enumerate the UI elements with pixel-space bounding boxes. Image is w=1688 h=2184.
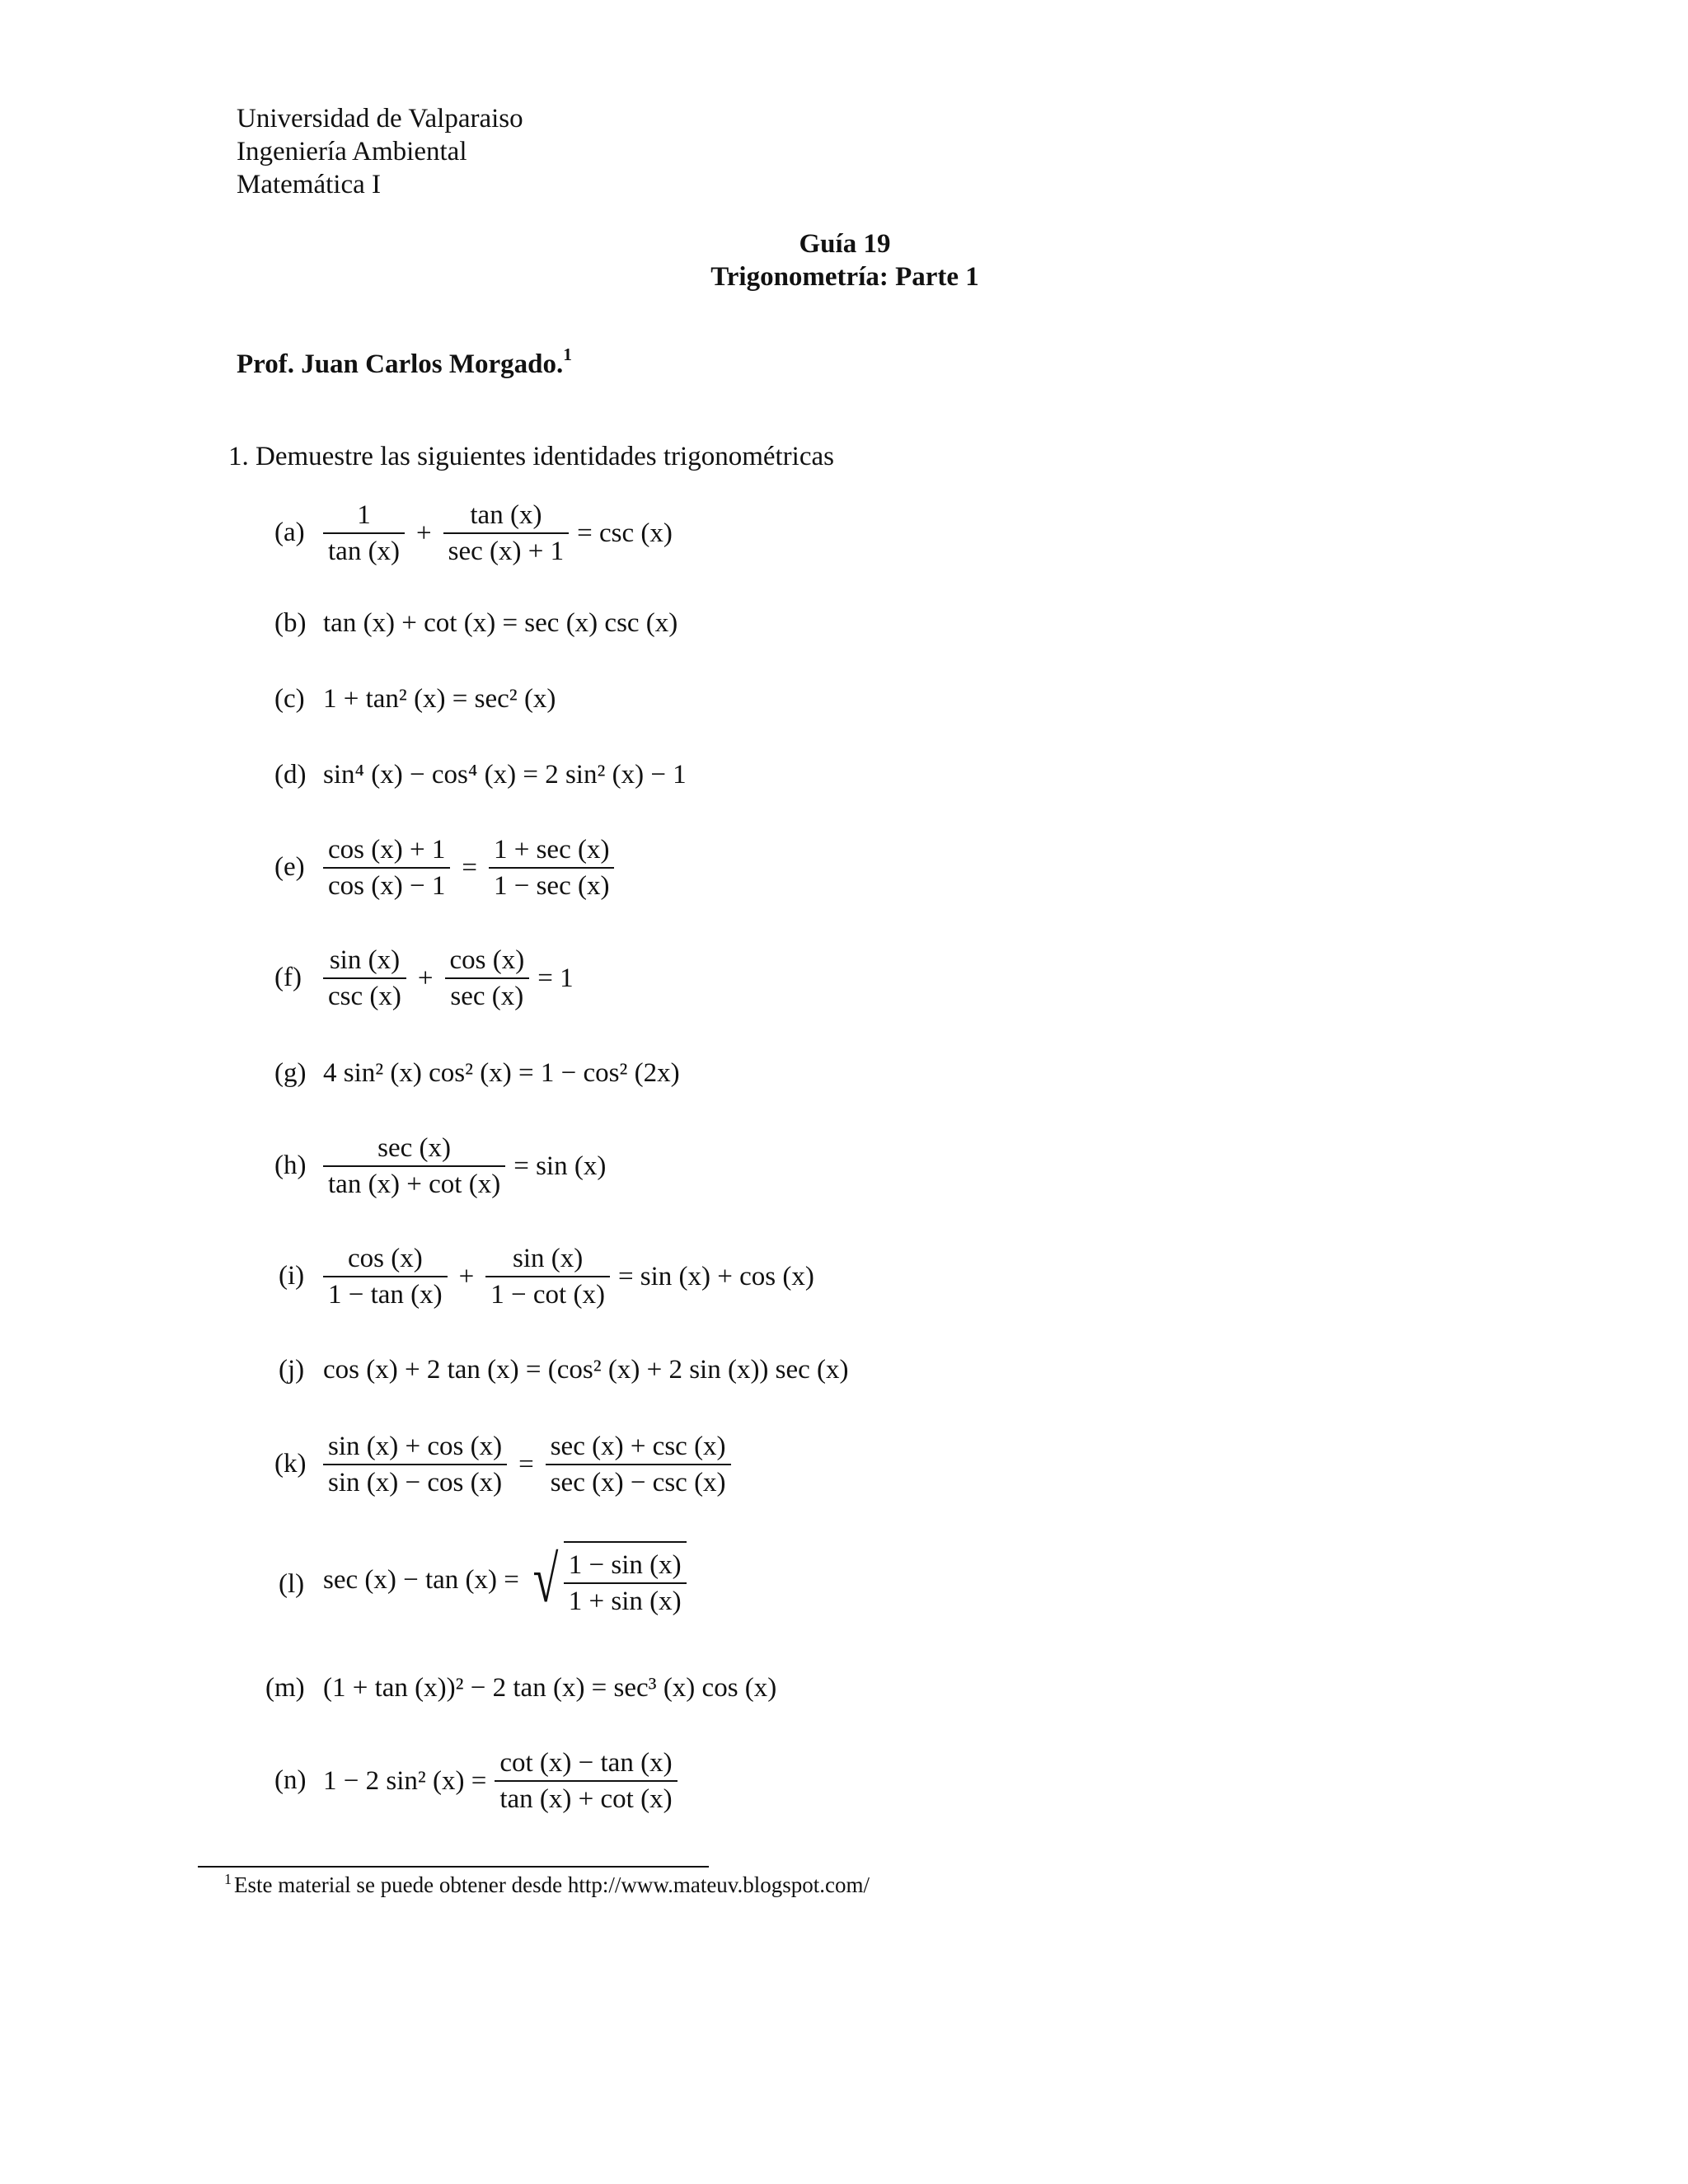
- identity-j: cos (x) + 2 tan (x) = (cos² (x) + 2 sin (x)) sec (x): [323, 1355, 849, 1385]
- denominator: tan (x) + cot (x): [328, 1169, 501, 1199]
- fraction: [564, 1548, 687, 1619]
- item-label: (d): [274, 760, 307, 790]
- numerator: 1 + sec (x): [493, 835, 610, 865]
- denominator: 1 − cot (x): [490, 1280, 605, 1310]
- numerator: 1: [357, 500, 371, 530]
- denominator: csc (x): [328, 982, 401, 1011]
- identity-b: tan (x) + cot (x) = sec (x) csc (x): [323, 608, 678, 638]
- footnote-rule: [198, 1866, 709, 1868]
- denominator: 1 − tan (x): [328, 1280, 443, 1310]
- denominator: sec (x): [450, 982, 524, 1011]
- denominator: tan (x): [328, 537, 401, 566]
- right-hand-side: = sin (x) + cos (x): [617, 1261, 814, 1291]
- operator: =: [518, 1449, 534, 1479]
- operator: +: [417, 963, 434, 993]
- identity-g: 4 sin² (x) cos² (x) = 1 − cos² (2x): [323, 1058, 680, 1088]
- denominator: tan (x) + cot (x): [499, 1784, 673, 1814]
- item-label: (f): [274, 963, 302, 992]
- author-footnote-mark: 1: [563, 344, 573, 364]
- footnote: [224, 1871, 870, 1898]
- fraction: [323, 832, 450, 903]
- fraction: [489, 832, 614, 903]
- identity-c: 1 + tan² (x) = sec² (x): [323, 684, 556, 714]
- left-hand-side: sec (x) − tan (x) =: [323, 1564, 519, 1595]
- right-hand-side: = sin (x): [513, 1151, 607, 1181]
- numerator: cos (x): [449, 945, 525, 975]
- denominator: 1 + sin (x): [568, 1586, 682, 1616]
- item-label: (e): [274, 852, 305, 882]
- radicand: [564, 1541, 687, 1619]
- item-label: (a): [274, 518, 305, 547]
- denominator: sec (x) − csc (x): [550, 1468, 726, 1497]
- item-label: (b): [274, 608, 307, 638]
- item-label: (i): [279, 1261, 305, 1291]
- right-hand-side: = 1: [537, 963, 574, 993]
- numerator: cos (x): [347, 1244, 423, 1273]
- numerator: 1 − sin (x): [568, 1550, 682, 1580]
- numerator: cos (x) + 1: [328, 835, 446, 865]
- topic-title: Trigonometría: Parte 1: [710, 262, 979, 292]
- identity-f: [323, 943, 574, 1014]
- numerator: sec (x) + csc (x): [550, 1432, 726, 1461]
- item-label: (j): [279, 1355, 305, 1385]
- identity-n: [323, 1746, 678, 1816]
- item-label: (m): [265, 1673, 305, 1703]
- numerator: sin (x): [512, 1244, 584, 1273]
- fraction: [323, 498, 405, 569]
- fraction: [323, 1131, 505, 1202]
- operator: +: [416, 518, 432, 548]
- footnote-text: Este material se puede obtener desde http://www.mateuv.blogspot.com/: [234, 1872, 870, 1897]
- numerator: sec (x): [377, 1133, 452, 1163]
- fraction: [485, 1241, 610, 1312]
- footnote-mark: 1: [224, 1871, 232, 1887]
- identity-l: [323, 1541, 687, 1619]
- square-root: [528, 1541, 687, 1619]
- question-prompt: 1. Demuestre las siguientes identidades trigonométricas: [228, 442, 834, 471]
- identity-m: (1 + tan (x))² − 2 tan (x) = sec³ (x) cos (x): [323, 1673, 777, 1703]
- identity-a: [323, 498, 673, 569]
- operator: +: [458, 1261, 475, 1291]
- course-name: Matemática I: [237, 170, 381, 199]
- numerator: tan (x): [470, 500, 542, 530]
- university-name: Universidad de Valparaiso: [237, 104, 523, 134]
- numerator: sin (x): [329, 945, 401, 975]
- fraction: [445, 943, 530, 1014]
- denominator: 1 − sec (x): [493, 871, 610, 901]
- numerator: cot (x) − tan (x): [499, 1748, 673, 1778]
- author-name: Prof. Juan Carlos Morgado.: [237, 349, 564, 379]
- fraction: [323, 1429, 507, 1500]
- fraction: [323, 1241, 448, 1312]
- identity-d: sin⁴ (x) − cos⁴ (x) = 2 sin² (x) − 1: [323, 760, 687, 790]
- denominator: cos (x) − 1: [328, 871, 446, 901]
- item-label: (h): [274, 1151, 307, 1180]
- denominator: sin (x) − cos (x): [328, 1468, 503, 1497]
- fraction: [495, 1746, 677, 1816]
- operator: =: [462, 852, 477, 883]
- item-label: (c): [274, 684, 305, 714]
- fraction: [546, 1429, 731, 1500]
- item-label: (k): [274, 1449, 307, 1479]
- radical-sign: √: [532, 1544, 559, 1616]
- item-label: (n): [274, 1765, 307, 1795]
- guide-title: Guía 19: [799, 229, 891, 259]
- author-line: [237, 344, 573, 380]
- left-hand-side: 1 − 2 sin² (x) =: [323, 1765, 487, 1796]
- denominator: sec (x) + 1: [448, 537, 565, 566]
- numerator: sin (x) + cos (x): [328, 1432, 503, 1461]
- identity-i: [323, 1241, 814, 1312]
- identity-e: [323, 832, 614, 903]
- identity-k: [323, 1429, 731, 1500]
- item-label: (l): [279, 1569, 305, 1599]
- identity-h: [323, 1131, 606, 1202]
- fraction: [443, 498, 569, 569]
- item-label: (g): [274, 1058, 307, 1088]
- program-name: Ingeniería Ambiental: [237, 137, 467, 166]
- fraction: [323, 943, 406, 1014]
- right-hand-side: = csc (x): [577, 518, 673, 548]
